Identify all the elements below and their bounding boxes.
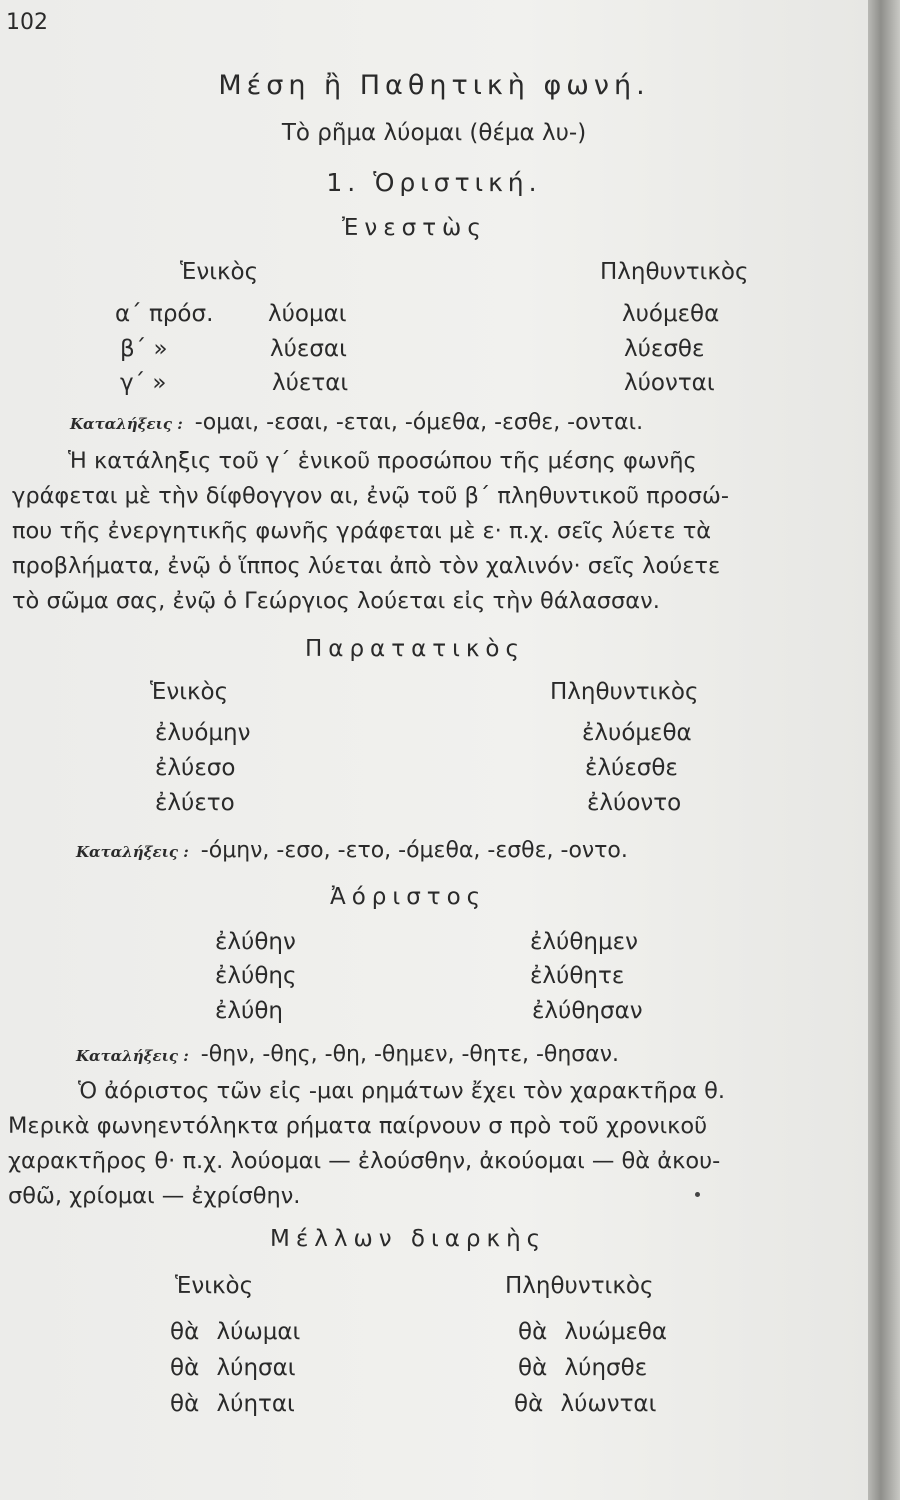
paragraph-2-line-4: σθῶ, χρίομαι — ἐχρίσθην. <box>8 1183 301 1209</box>
present-plural-1: λυόμεθα <box>622 301 720 327</box>
future-heading: Μέλλων διαρκὴς <box>270 1226 547 1252</box>
note-paragraph-2 <box>8 1074 860 1214</box>
aorist-singular-3: ἐλύθη <box>215 998 284 1024</box>
present-person-3: γ΄ » <box>120 370 167 396</box>
aorist-endings-label: Καταλήξεις : <box>76 1047 189 1065</box>
aorist-plural-2: ἐλύθητε <box>530 963 625 989</box>
future-singular-3: θὰ λύηται <box>170 1391 295 1417</box>
imperfect-singular-3: ἐλύετο <box>155 790 235 816</box>
imperfect-endings: -όμην, -εσο, -ετο, -όμεθα, -εσθε, -οντο. <box>200 838 628 863</box>
ink-speck <box>695 1192 700 1197</box>
present-plural-2: λύεσθε <box>624 336 705 362</box>
future-plural-header: Πληθυντικὸς <box>505 1273 654 1299</box>
future-plural-2: θὰ λύησθε <box>518 1355 648 1381</box>
imperfect-plural-3: ἐλύοντο <box>587 790 682 816</box>
present-singular-header: Ἑνικὸς <box>180 259 259 285</box>
aorist-endings-line <box>76 1042 619 1067</box>
imperfect-singular-header: Ἑνικὸς <box>150 679 229 705</box>
imperfect-singular-1: ἐλυόμην <box>155 720 251 746</box>
imperfect-plural-1: ἐλυόμεθα <box>582 720 692 746</box>
present-endings-label: Καταλήξεις : <box>70 415 183 433</box>
aorist-endings: -θην, -θης, -θη, -θημεν, -θητε, -θησαν. <box>200 1042 620 1067</box>
aorist-heading: Ἀόριστος <box>330 884 487 910</box>
paragraph-2-line-2: Μερικὰ φωνηεντόληκτα ρήματα παίρνουν σ πρὸ τοῦ χρονικοῦ <box>8 1113 708 1139</box>
imperfect-singular-2: ἐλύεσο <box>155 755 236 781</box>
paragraph-2-line-1: Ὁ ἀόριστος τῶν εἰς -μαι ρημάτων ἔχει τὸν χαρακτῆρα θ. <box>78 1078 726 1104</box>
present-endings-line <box>70 410 643 435</box>
paragraph-1-line-5: τὸ σῶμα σας, ἐνῷ ὁ Γεώργιος λούεται εἰς τὴν θάλασσαν. <box>12 588 660 614</box>
present-endings: -ομαι, -εσαι, -εται, -όμεθα, -εσθε, -ονται. <box>194 410 644 435</box>
page-spine-edge <box>868 0 900 1500</box>
paragraph-1-line-1: Ἡ κατάληξις τοῦ γ΄ ἑνικοῦ προσώπου τῆς μέσης φωνῆς <box>68 448 697 474</box>
future-singular-2: θὰ λύησαι <box>170 1355 296 1381</box>
verb-subtitle: Τὸ ρῆμα λύομαι (θέμα λυ-) <box>281 120 587 146</box>
paragraph-1-line-3: που τῆς ἐνεργητικῆς φωνῆς γράφεται μὲ ε· π.χ. σεῖς λύετε τὰ <box>12 518 712 544</box>
future-singular-1: θὰ λύωμαι <box>170 1319 301 1345</box>
present-person-2: β΄ » <box>120 336 168 362</box>
mood-heading: 1. Ὁριστική. <box>326 168 542 197</box>
aorist-singular-1: ἐλύθην <box>215 929 296 955</box>
imperfect-endings-line <box>76 838 628 863</box>
future-singular-header: Ἑνικὸς <box>175 1273 254 1299</box>
paragraph-1-line-2: γράφεται μὲ τὴν δίφθογγον αι, ἐνῷ τοῦ β΄ πληθυντικοῦ προσώ- <box>12 483 729 509</box>
note-paragraph-1 <box>12 444 864 619</box>
page-title: Μέση ἢ Παθητικὴ φωνή. <box>218 70 650 101</box>
imperfect-plural-2: ἐλύεσθε <box>585 755 678 781</box>
present-plural-header: Πληθυντικὸς <box>600 259 749 285</box>
present-plural-3: λύονται <box>624 370 715 396</box>
paragraph-1-line-4: προβλήματα, ἐνῷ ὁ ἵππος λύεται ἀπὸ τὸν χαλινόν· σεῖς λούετε <box>12 553 721 579</box>
imperfect-endings-label: Καταλήξεις : <box>76 843 189 861</box>
imperfect-plural-header: Πληθυντικὸς <box>550 679 699 705</box>
paragraph-2-line-3: χαρακτῆρος θ· π.χ. λούομαι — ἐλούσθην, ἀκούομαι — θὰ ἀκου- <box>8 1148 721 1174</box>
present-heading: Ἐνεστὼς <box>342 215 487 241</box>
page-number: 102 <box>6 10 48 35</box>
present-singular-3: λύεται <box>272 370 349 396</box>
present-singular-2: λύεσαι <box>270 336 347 362</box>
imperfect-heading: Παρατατικὸς <box>305 636 525 662</box>
present-singular-1: λύομαι <box>268 301 347 327</box>
aorist-plural-3: ἐλύθησαν <box>532 998 643 1024</box>
aorist-singular-2: ἐλύθης <box>215 963 297 989</box>
future-plural-3: θὰ λύωνται <box>514 1391 657 1417</box>
present-person-1: α΄ πρόσ. <box>115 301 214 327</box>
future-plural-1: θὰ λυώμεθα <box>518 1319 668 1345</box>
aorist-plural-1: ἐλύθημεν <box>530 929 638 955</box>
